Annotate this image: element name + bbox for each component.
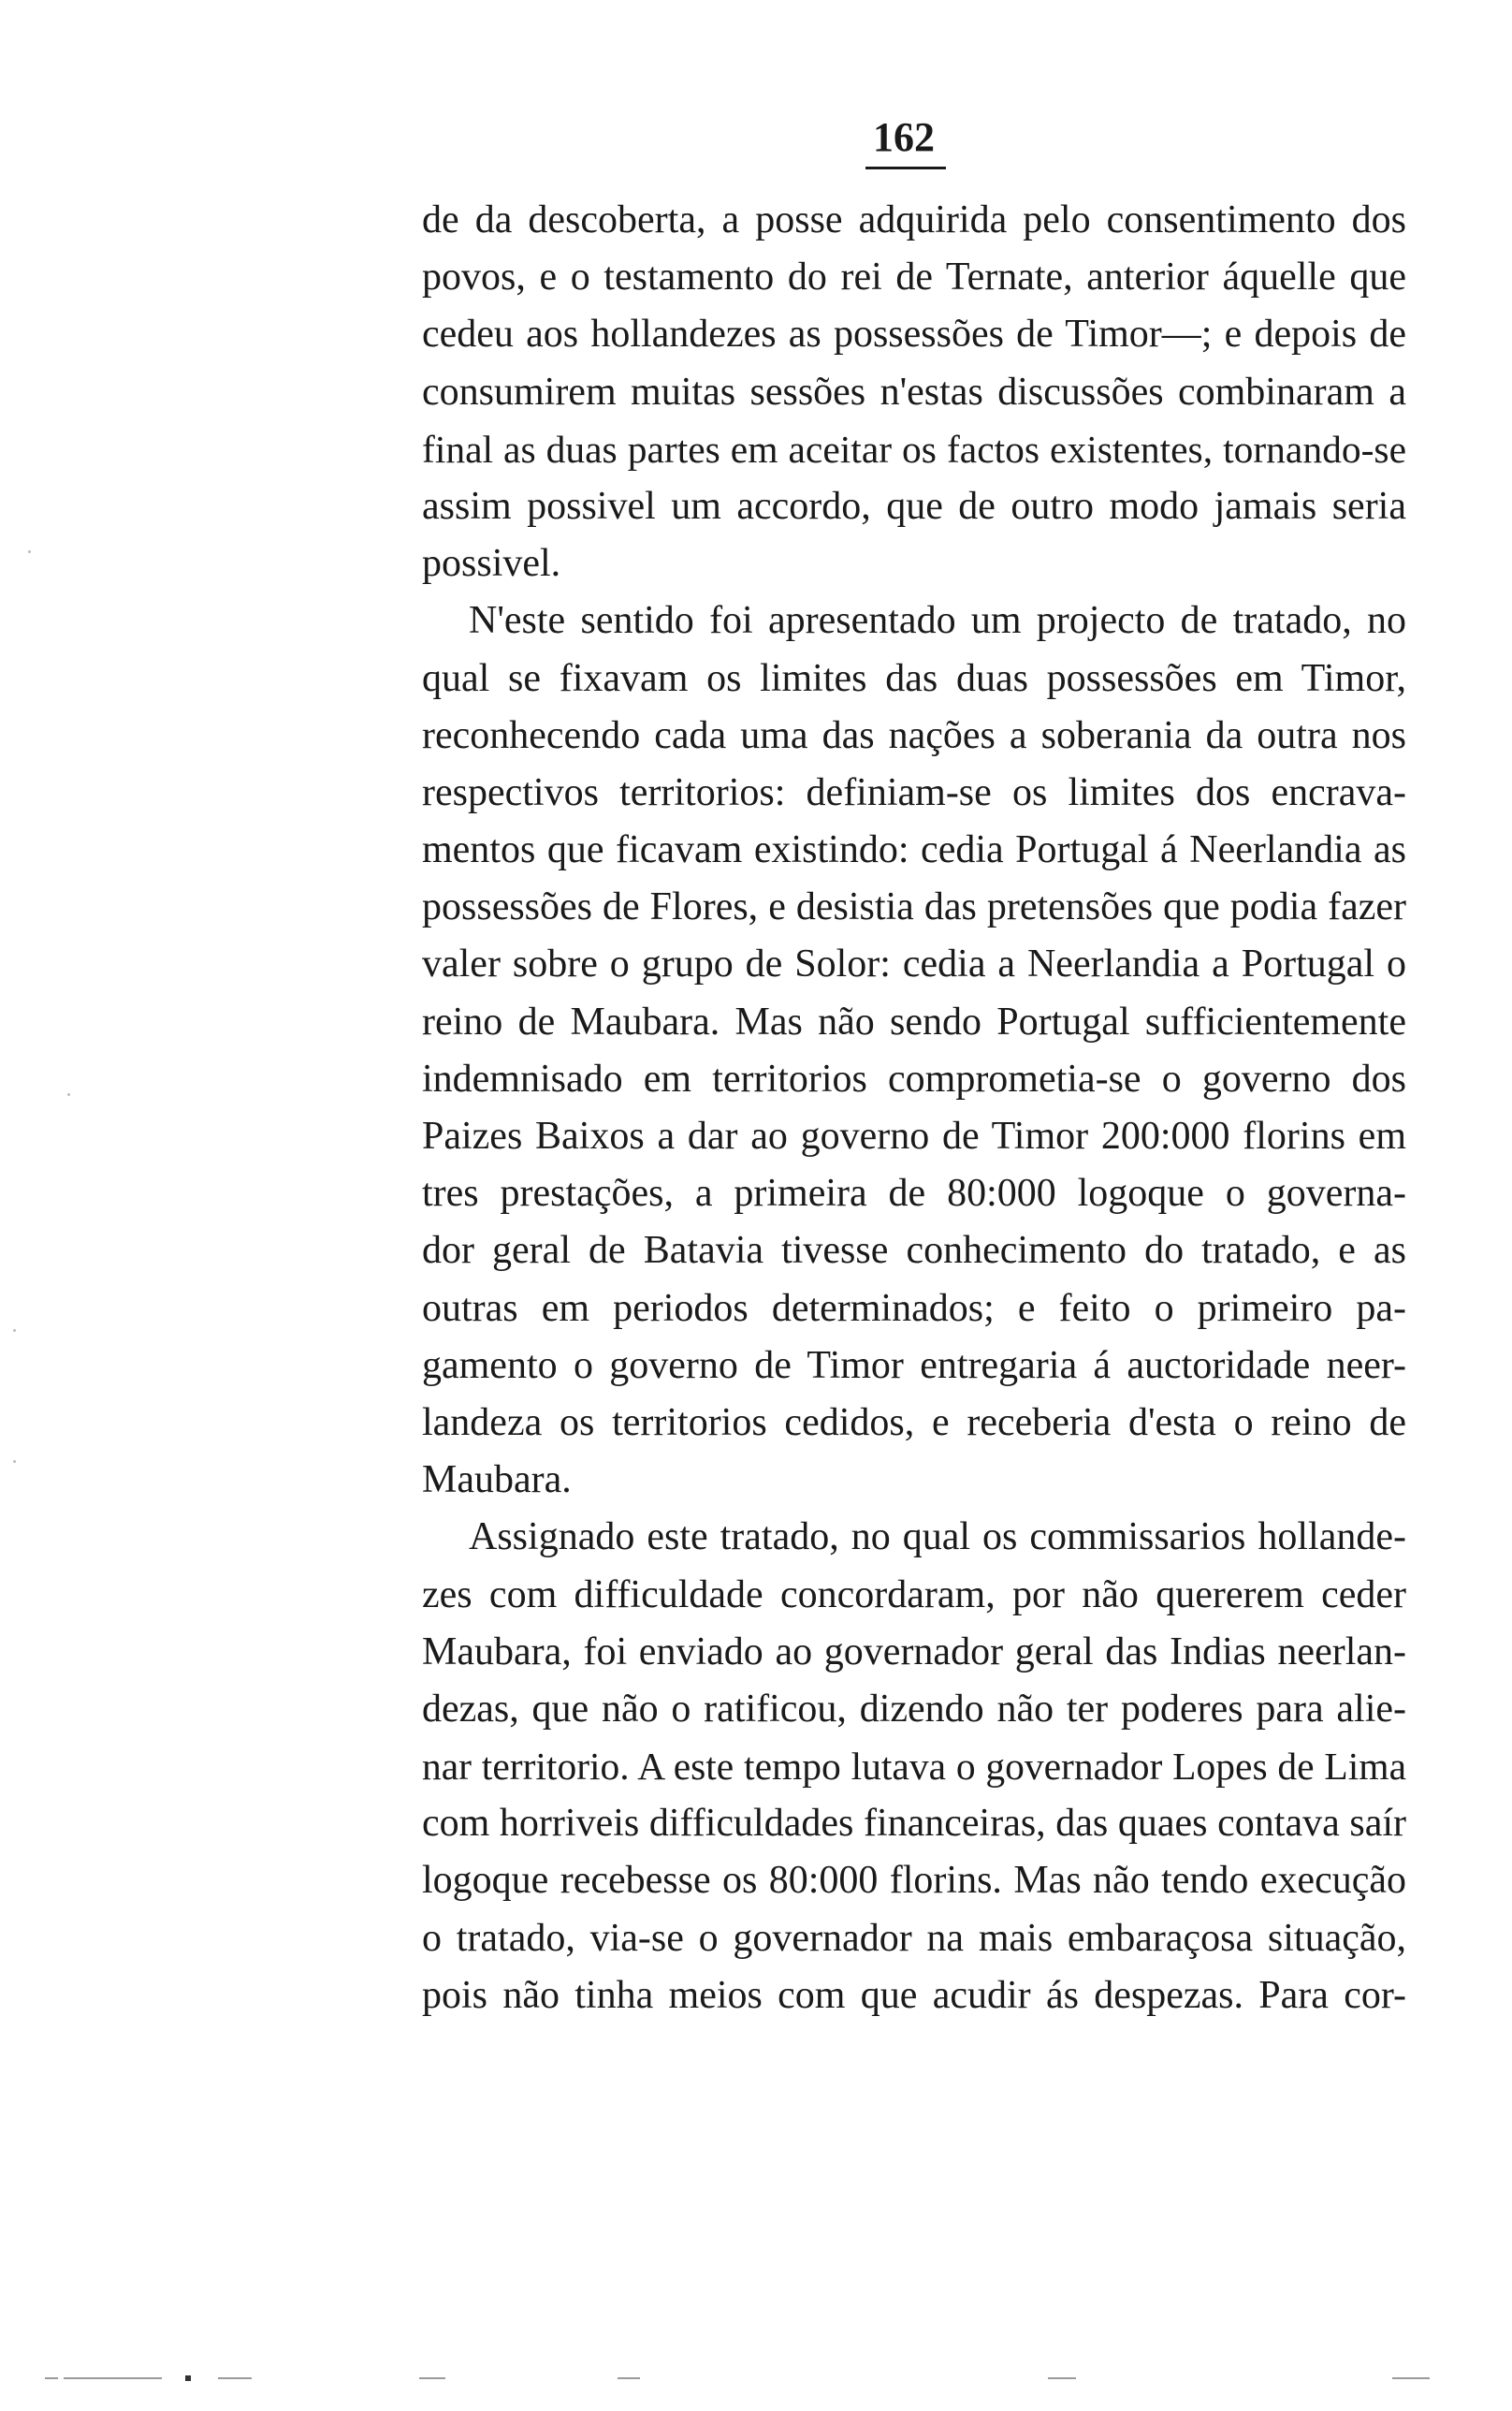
text-line: logoque recebesse os 80:000 florins. Mas não tendo execução [422, 1859, 1406, 1903]
scan-speck [67, 1093, 70, 1096]
text-line: assim possivel um accordo, que de outro modo jamais seria [422, 484, 1406, 528]
text-line: pois não tinha meios com que acudir ás despezas. Para cor- [422, 1973, 1406, 2017]
text-line: N'este sentido foi apresentado um projecto de tratado, no [469, 599, 1406, 643]
text-line: Maubara. [422, 1458, 572, 1502]
text-line: qual se fixavam os limites das duas possessões em Timor, [422, 656, 1406, 700]
text-line: reconhecendo cada uma das nações a soberania da outra nos [422, 713, 1406, 757]
text-line: povos, e o testamento do rei de Ternate, anterior áquelle que [422, 256, 1406, 300]
text-line: dor geral de Batavia tivesse conhecimento do tratado, e as [422, 1229, 1406, 1273]
text-line: o tratado, via-se o governador na mais embaraçosa situação, [422, 1916, 1406, 1960]
text-line: landeza os territorios cedidos, e receberia d'esta o reino de [422, 1400, 1406, 1444]
page-number-rule [865, 167, 946, 169]
text-line: nar territorio. A este tempo lutava o governador Lopes de Lima [422, 1745, 1406, 1789]
text-line: respectivos territorios: definiam-se os limites dos encrava- [422, 770, 1406, 814]
text-line: Assignado este tratado, no qual os commissarios hollande- [469, 1515, 1406, 1559]
text-line: consumirem muitas sessões n'estas discussões combinaram a [422, 370, 1406, 414]
page-number: 162 [873, 114, 935, 160]
scan-speck [28, 550, 31, 553]
text-line: dezas, que não o ratificou, dizendo não ter poderes para alie- [422, 1687, 1406, 1731]
text-line: mentos que ficavam existindo: cedia Portugal á Neerlandia as [422, 828, 1406, 872]
text-line: valer sobre o grupo de Solor: cedia a Neerlandia a Portugal o [422, 942, 1406, 986]
text-line: possessões de Flores, e desistia das pretensões que podia fazer [422, 885, 1406, 929]
text-line: Paizes Baixos a dar ao governo de Timor 200:000 florins em [422, 1115, 1406, 1158]
text-line: reino de Maubara. Mas não sendo Portugal sufficientemente [422, 1000, 1406, 1044]
body-text [422, 192, 1406, 2024]
text-line: zes com difficuldade concordaram, por não quererem ceder [422, 1572, 1406, 1616]
text-line: com horriveis difficuldades financeiras, das quaes contava saír [422, 1802, 1406, 1846]
text-line: outras em periodos determinados; e feito o primeiro pa- [422, 1286, 1406, 1330]
scan-bottom-edge-marks [45, 2377, 1467, 2383]
scan-speck [13, 1460, 16, 1463]
scan-speck [13, 1329, 16, 1332]
text-line: de da descoberta, a posse adquirida pelo consentimento dos [422, 198, 1406, 241]
text-line: tres prestações, a primeira de 80:000 logoque o governa- [422, 1172, 1406, 1216]
text-line: indemnisado em territorios comprometia-se o governo dos [422, 1057, 1406, 1101]
text-line: gamento o governo de Timor entregaria á auctoridade neer- [422, 1343, 1406, 1387]
text-line: cedeu aos hollandezes as possessões de Timor—; e depois de [422, 313, 1406, 357]
text-line: final as duas partes em aceitar os factos existentes, tornando-se [422, 427, 1406, 471]
text-line: Maubara, foi enviado ao governador geral das Indias neerlan- [422, 1629, 1406, 1673]
text-line: possivel. [422, 542, 561, 586]
